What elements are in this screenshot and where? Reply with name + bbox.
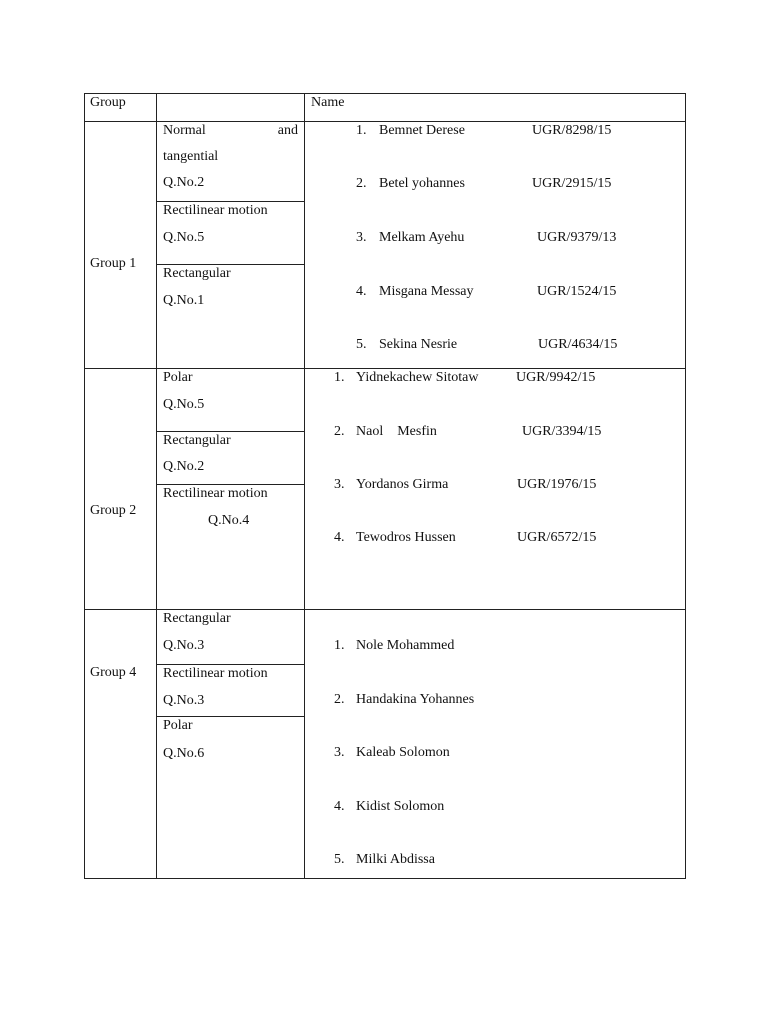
task-qno: Q.No.4 <box>208 513 250 528</box>
task-qno: Q.No.1 <box>163 293 205 308</box>
member-number: 3. <box>334 477 345 492</box>
member-number: 2. <box>334 692 345 707</box>
member-name: Misgana Messay <box>379 284 474 299</box>
task-name: Polar <box>163 718 193 733</box>
task-qno: Q.No.2 <box>163 459 205 474</box>
group-assignment-table <box>84 93 685 878</box>
member-name: Milki Abdissa <box>356 852 435 867</box>
task-qno: Q.No.3 <box>163 693 205 708</box>
member-number: 5. <box>356 337 367 352</box>
member-name: Kidist Solomon <box>356 799 445 814</box>
task-name: Rectilinear motion <box>163 203 268 218</box>
column-divider <box>304 93 305 878</box>
task-divider <box>156 264 304 265</box>
member-name: Tewodros Hussen <box>356 530 456 545</box>
member-name: Yidnekachew Sitotaw <box>356 370 479 385</box>
task-name: Polar <box>163 370 193 385</box>
column-divider <box>156 93 157 878</box>
task-qno: Q.No.3 <box>163 638 205 653</box>
member-number: 3. <box>356 230 367 245</box>
member-number: 3. <box>334 745 345 760</box>
member-name: Kaleab Solomon <box>356 745 450 760</box>
task-qno: Q.No.5 <box>163 397 205 412</box>
task-name: tangential <box>163 149 219 164</box>
task-line <box>163 123 298 139</box>
member-name: Yordanos Girma <box>356 477 449 492</box>
task-divider <box>156 431 304 432</box>
task-divider <box>156 664 304 665</box>
member-number: 1. <box>356 123 367 138</box>
member-id: UGR/9379/13 <box>537 230 617 245</box>
member-name: Sekina Nesrie <box>379 337 458 352</box>
member-number: 4. <box>356 284 367 299</box>
member-name: Melkam Ayehu <box>379 230 465 245</box>
task-divider <box>156 201 304 202</box>
member-name: Bemnet Derese <box>379 123 465 138</box>
header-name: Name <box>311 95 345 110</box>
member-id: UGR/1976/15 <box>517 477 597 492</box>
group-label: Group 4 <box>90 665 137 680</box>
member-id: UGR/6572/15 <box>517 530 597 545</box>
member-id: UGR/9942/15 <box>516 370 596 385</box>
member-number: 2. <box>334 424 345 439</box>
row-divider <box>84 121 685 122</box>
task-name: Rectangular <box>163 433 231 448</box>
member-name: Handakina Yohannes <box>356 692 475 707</box>
member-name: Nole Mohammed <box>356 638 455 653</box>
group-label: Group 2 <box>90 503 137 518</box>
row-divider <box>84 368 685 369</box>
task-word: Normal <box>163 123 206 138</box>
member-id: UGR/3394/15 <box>522 424 602 439</box>
member-number: 1. <box>334 638 345 653</box>
task-name: Rectilinear motion <box>163 666 268 681</box>
task-divider <box>156 716 304 717</box>
member-number: 5. <box>334 852 345 867</box>
member-name: Naol Mesfin <box>356 424 437 439</box>
member-number: 2. <box>356 176 367 191</box>
member-number: 4. <box>334 799 345 814</box>
task-qno: Q.No.6 <box>163 746 205 761</box>
task-qno: Q.No.2 <box>163 175 205 190</box>
member-id: UGR/4634/15 <box>538 337 618 352</box>
task-word: and <box>277 123 298 138</box>
member-id: UGR/8298/15 <box>532 123 612 138</box>
member-id: UGR/2915/15 <box>532 176 612 191</box>
task-name: Rectangular <box>163 611 231 626</box>
member-number: 4. <box>334 530 345 545</box>
task-name: Rectilinear motion <box>163 486 268 501</box>
task-qno: Q.No.5 <box>163 230 205 245</box>
task-name: Rectangular <box>163 266 231 281</box>
member-id: UGR/1524/15 <box>537 284 617 299</box>
group-label: Group 1 <box>90 256 137 271</box>
header-group: Group <box>90 95 126 110</box>
member-number: 1. <box>334 370 345 385</box>
member-name: Betel yohannes <box>379 176 465 191</box>
row-divider <box>84 609 685 610</box>
task-divider <box>156 484 304 485</box>
